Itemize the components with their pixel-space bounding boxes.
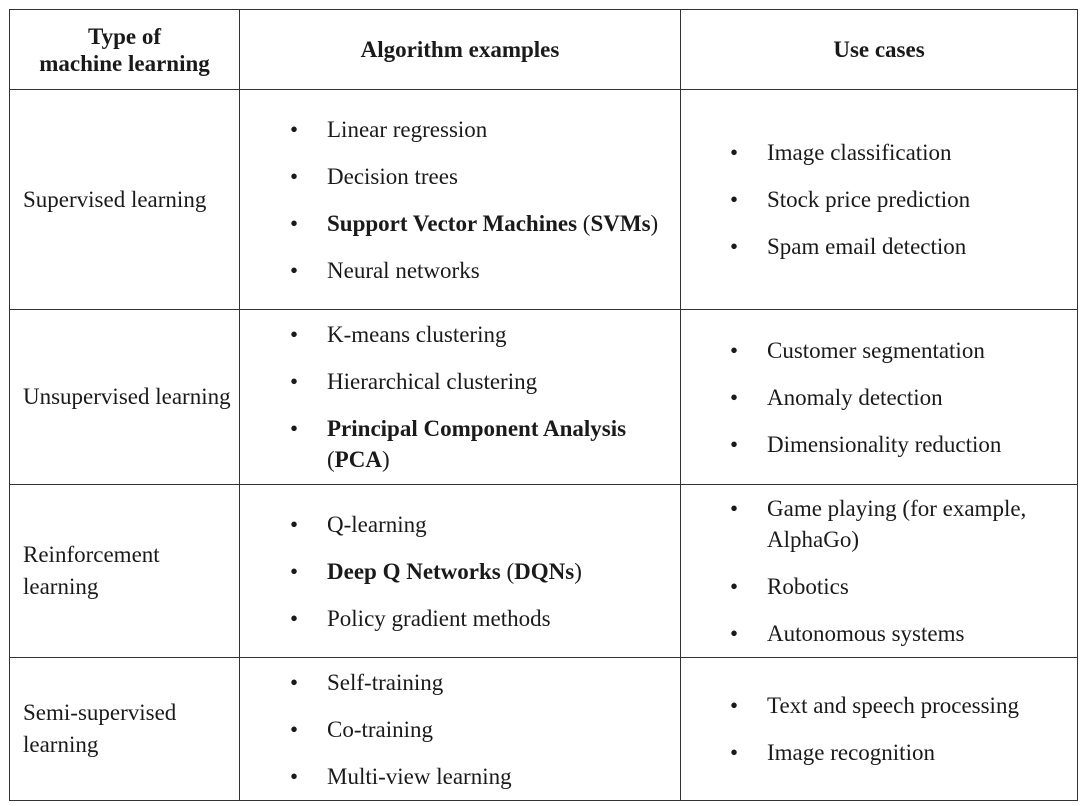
table-row xyxy=(10,658,1078,801)
term-paren-close: ) xyxy=(574,558,582,584)
algorithms-cell xyxy=(240,90,681,310)
use-case-list xyxy=(681,690,1077,768)
table-row xyxy=(10,485,1078,658)
list-item xyxy=(240,413,680,475)
algorithm-list xyxy=(240,509,680,634)
table-row xyxy=(10,90,1078,310)
use-cases-cell xyxy=(681,310,1078,485)
term-bold: Deep Q Networks xyxy=(327,558,501,584)
header-algorithms: Algorithm examples xyxy=(240,10,681,90)
term-paren-close: ) xyxy=(650,210,659,236)
algorithm-list xyxy=(240,667,680,792)
use-case-list xyxy=(681,335,1077,460)
header-use-cases: Use cases xyxy=(681,10,1078,90)
list-item: • Customer segmentation xyxy=(681,335,1077,366)
term-paren: ( xyxy=(327,447,335,472)
type-cell: Reinforcement learning xyxy=(10,485,240,658)
term-bold: Principal Component Analysis xyxy=(327,416,627,441)
table-row xyxy=(10,310,1078,485)
use-case-list xyxy=(681,493,1077,649)
list-item: • Multi-view learning xyxy=(240,761,680,792)
type-cell: Unsupervised learning xyxy=(10,310,240,485)
header-type: Type of machine learning xyxy=(10,10,240,90)
use-case-list xyxy=(681,137,1077,262)
ml-types-table xyxy=(9,9,1078,801)
list-item: • Dimensionality reduction xyxy=(681,429,1077,460)
list-item: • Policy gradient methods xyxy=(240,603,680,634)
list-item: • Hierarchical clustering xyxy=(240,366,680,397)
use-cases-cell xyxy=(681,485,1078,658)
term-paren: ( xyxy=(500,558,515,584)
list-item xyxy=(240,208,680,239)
term-abbrev: PCA xyxy=(334,447,382,472)
list-item: • Robotics xyxy=(681,571,1077,602)
algorithms-cell xyxy=(240,485,681,658)
list-item: • Text and speech processing xyxy=(681,690,1077,721)
list-item: • Stock price prediction xyxy=(681,184,1077,215)
term-abbrev: DQNs xyxy=(514,558,575,584)
term-bold: Support Vector Machines xyxy=(327,210,578,236)
list-item: • Neural networks xyxy=(240,255,680,286)
list-item: • Autonomous systems xyxy=(681,618,1077,649)
list-item: • Q-learning xyxy=(240,509,680,540)
list-item: • Self-training xyxy=(240,667,680,698)
algorithms-cell xyxy=(240,310,681,485)
list-item: • Game playing (for example, AlphaGo) xyxy=(681,493,1077,555)
algorithm-list xyxy=(240,319,680,475)
list-item: • Linear regression xyxy=(240,114,680,145)
type-cell: Semi-supervised learning xyxy=(10,658,240,801)
algorithms-cell xyxy=(240,658,681,801)
list-item xyxy=(240,556,680,587)
header-row xyxy=(10,10,1078,90)
list-item: • Decision trees xyxy=(240,161,680,192)
term-paren-close: ) xyxy=(381,447,390,472)
list-item: • Image recognition xyxy=(681,737,1077,768)
use-cases-cell xyxy=(681,658,1078,801)
list-item: • Anomaly detection xyxy=(681,382,1077,413)
list-item: • K-means clustering xyxy=(240,319,680,350)
term-paren: ( xyxy=(577,210,591,236)
term-abbrev: SVMs xyxy=(590,210,651,236)
list-item: • Co-training xyxy=(240,714,680,745)
type-cell: Supervised learning xyxy=(10,90,240,310)
algorithm-list xyxy=(240,114,680,286)
list-item: • Spam email detection xyxy=(681,231,1077,262)
use-cases-cell xyxy=(681,90,1078,310)
list-item: • Image classification xyxy=(681,137,1077,168)
